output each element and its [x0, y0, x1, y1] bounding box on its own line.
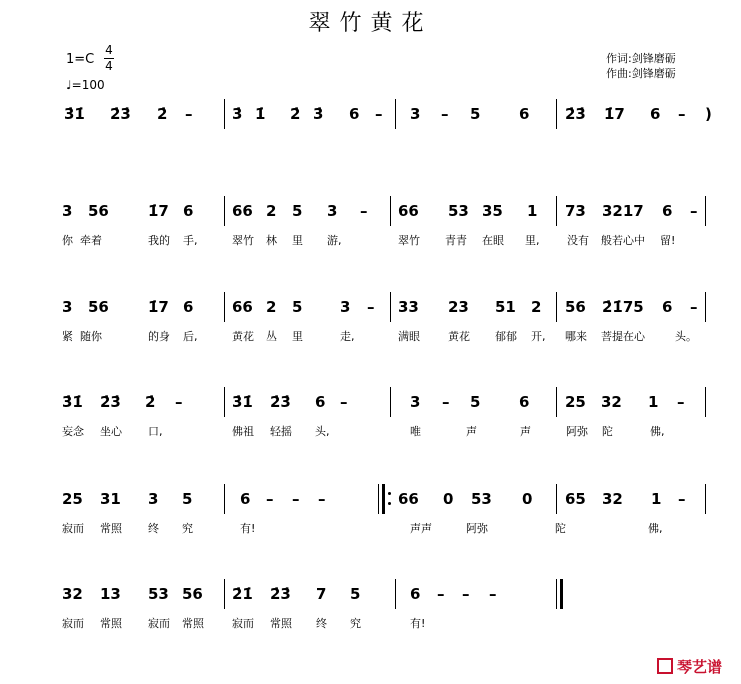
lyric: 有!	[410, 617, 426, 630]
bar-line	[556, 99, 557, 129]
note: –	[340, 393, 348, 411]
credits	[606, 51, 676, 81]
bar-line	[390, 196, 391, 226]
bar-line	[395, 579, 396, 609]
note: 5	[182, 490, 193, 508]
note: 66	[232, 202, 253, 220]
note: 56	[88, 298, 109, 316]
note: 2̇3̇	[270, 585, 291, 603]
note: –	[266, 490, 274, 508]
note: –	[175, 393, 183, 411]
note: 53	[471, 490, 492, 508]
note: –	[185, 105, 193, 123]
note: 1	[648, 393, 659, 411]
lyric: 紧	[62, 330, 73, 343]
note: )	[705, 105, 712, 123]
lyric: 黄花	[448, 330, 470, 343]
lyric: 寂而	[62, 522, 84, 535]
logo-text: 琴艺谱	[677, 658, 723, 676]
note: 6	[662, 298, 673, 316]
note: 2̇	[290, 105, 301, 123]
lyric: 后,	[183, 330, 198, 343]
score-row	[0, 202, 741, 262]
note: 23	[448, 298, 469, 316]
lyric: 般若心中	[601, 234, 645, 247]
lyric: 寂而	[148, 617, 170, 630]
bar-line	[224, 484, 225, 514]
lyric: 我的	[148, 234, 170, 247]
lyric: 陀	[555, 522, 566, 535]
lyric: 陀	[602, 425, 613, 438]
lyric: 郁郁	[495, 330, 517, 343]
lyric: 坐心	[100, 425, 122, 438]
note: 56	[565, 298, 586, 316]
note: 3̇1̇	[232, 393, 253, 411]
lyric: 声	[466, 425, 477, 438]
bar-line	[390, 292, 391, 322]
note: 3̇1̇	[62, 393, 83, 411]
bar-line	[390, 387, 391, 417]
time-denominator: 4	[105, 59, 113, 73]
tempo-marking	[66, 78, 105, 92]
note: 32	[62, 585, 83, 603]
lyric: 阿弥	[466, 522, 488, 535]
lyric: 阿弥	[566, 425, 588, 438]
note: 6	[183, 298, 194, 316]
lyric: 黄花	[232, 330, 254, 343]
note: –	[367, 298, 375, 316]
note: –	[462, 585, 470, 603]
lyric: 妄念	[62, 425, 84, 438]
bar-line	[556, 196, 557, 226]
bar-line	[705, 484, 706, 514]
note: 66	[398, 202, 419, 220]
note: 2	[266, 298, 277, 316]
note: 3	[148, 490, 159, 508]
note: 5	[292, 298, 303, 316]
note: 2̇3̇	[110, 105, 131, 123]
note: 5	[470, 105, 481, 123]
logo-icon	[657, 658, 673, 674]
lyric: 常照	[100, 617, 122, 630]
note: 1	[527, 202, 538, 220]
note: 6	[519, 393, 530, 411]
score-row	[0, 393, 741, 453]
key-signature: 1=C	[66, 52, 95, 67]
lyric: 哪来	[565, 330, 587, 343]
lyric: 寂而	[62, 617, 84, 630]
lyric: 的身	[148, 330, 170, 343]
lyric: 口,	[148, 425, 163, 438]
lyric: 开,	[531, 330, 546, 343]
lyric: 牵着	[80, 234, 102, 247]
note: 66	[398, 490, 419, 508]
note: 0	[443, 490, 454, 508]
bar-line	[556, 484, 557, 514]
note: –	[318, 490, 326, 508]
note: 3	[410, 393, 421, 411]
lyric: 常照	[270, 617, 292, 630]
note: –	[678, 490, 686, 508]
note: 13	[100, 585, 121, 603]
note: 51	[495, 298, 516, 316]
lyric: 手,	[183, 234, 198, 247]
note: 66	[232, 298, 253, 316]
bar-line	[224, 292, 225, 322]
note: –	[437, 585, 445, 603]
site-logo	[657, 656, 722, 677]
lyric: 佛,	[648, 522, 663, 535]
note: –	[489, 585, 497, 603]
lyric: 头。	[675, 330, 697, 343]
note: –	[442, 393, 450, 411]
note: 1̇7	[148, 202, 169, 220]
note: 73	[565, 202, 586, 220]
note: 3	[340, 298, 351, 316]
note: 2̇	[145, 393, 156, 411]
note: 3̇	[313, 105, 324, 123]
lyric: 青青	[445, 234, 467, 247]
lyric: 常照	[182, 617, 204, 630]
note: 7	[316, 585, 327, 603]
lyric: 在眼	[482, 234, 504, 247]
bar-line	[395, 99, 396, 129]
bar-line	[224, 579, 225, 609]
lyric: 随你	[80, 330, 102, 343]
lyric: 里,	[525, 234, 540, 247]
lyric: 有!	[240, 522, 256, 535]
bar-line	[705, 292, 706, 322]
lyric: 常照	[100, 522, 122, 535]
lyric: 你	[62, 234, 73, 247]
note: 1̇7	[604, 105, 625, 123]
bar-line	[224, 99, 225, 129]
note: 2	[266, 202, 277, 220]
note: 3	[327, 202, 338, 220]
note: 1̇	[255, 105, 266, 123]
lyric: 走,	[340, 330, 355, 343]
lyric: 菩提在心	[601, 330, 645, 343]
note: 6	[410, 585, 421, 603]
note: 3̇	[232, 105, 243, 123]
lyric: 终	[148, 522, 159, 535]
note: 0	[522, 490, 533, 508]
score-row	[0, 105, 741, 165]
note: 5	[292, 202, 303, 220]
note: –	[690, 298, 698, 316]
composer: 作曲:剑锋磨砺	[606, 67, 676, 80]
lyric: 轻摇	[270, 425, 292, 438]
note: 3	[62, 298, 73, 316]
bar-line	[556, 387, 557, 417]
song-title: 翠竹黄花	[308, 11, 433, 36]
note: –	[375, 105, 383, 123]
lyric: 翠竹	[398, 234, 420, 247]
note: –	[360, 202, 368, 220]
tempo-value: =100	[71, 78, 105, 92]
score-row	[0, 585, 741, 645]
lyric: 究	[182, 522, 193, 535]
time-numerator: 4	[105, 43, 113, 57]
note: 53	[448, 202, 469, 220]
lyric: 丛	[266, 330, 277, 343]
note: 35	[482, 202, 503, 220]
score-row	[0, 490, 741, 550]
note: 2̇3̇	[565, 105, 586, 123]
note: 2̇1̇75	[602, 298, 644, 316]
lyric: 头,	[315, 425, 330, 438]
note: 31	[100, 490, 121, 508]
lyric: 没有	[567, 234, 589, 247]
note: 6	[183, 202, 194, 220]
note: 53	[148, 585, 169, 603]
note: 2̇	[157, 105, 168, 123]
note: 6	[519, 105, 530, 123]
note: 3217	[602, 202, 644, 220]
time-signature	[104, 44, 114, 73]
lyric: 声	[520, 425, 531, 438]
note: –	[441, 105, 449, 123]
note: 5	[350, 585, 361, 603]
note: 25	[62, 490, 83, 508]
note: 2̇3̇	[270, 393, 291, 411]
lyric: 究	[350, 617, 361, 630]
lyric: 佛,	[650, 425, 665, 438]
note: 56	[88, 202, 109, 220]
note: 65	[565, 490, 586, 508]
note: 2̇3̇	[100, 393, 121, 411]
lyric: 里	[292, 234, 303, 247]
note: 2̇1̇	[232, 585, 253, 603]
note: –	[677, 393, 685, 411]
note: 1	[651, 490, 662, 508]
note: –	[678, 105, 686, 123]
lyric: 唯	[410, 425, 421, 438]
note: 6	[315, 393, 326, 411]
lyric: 游,	[327, 234, 342, 247]
bar-line	[705, 196, 706, 226]
note: 6	[650, 105, 661, 123]
bar-line	[224, 387, 225, 417]
lyric: 留!	[660, 234, 676, 247]
note: 6	[662, 202, 673, 220]
note: 6	[349, 105, 360, 123]
note: 33	[398, 298, 419, 316]
note: –	[292, 490, 300, 508]
lyricist: 作词:剑锋磨砺	[606, 52, 676, 65]
note: 3	[62, 202, 73, 220]
bar-line	[556, 292, 557, 322]
lyric: 林	[266, 234, 277, 247]
lyric: 翠竹	[232, 234, 254, 247]
note: 56	[182, 585, 203, 603]
note: 32	[602, 490, 623, 508]
lyric: 终	[316, 617, 327, 630]
quarter-note-icon: ♩	[66, 78, 72, 92]
bar-line	[705, 387, 706, 417]
bar-line	[224, 196, 225, 226]
lyric: 声声	[410, 522, 432, 535]
note: 2	[531, 298, 542, 316]
note: 3	[410, 105, 421, 123]
note: 3̇1̇	[64, 105, 85, 123]
score-row	[0, 298, 741, 358]
note: 32	[601, 393, 622, 411]
lyric: 里	[292, 330, 303, 343]
lyric: 佛祖	[232, 425, 254, 438]
note: 1̇7	[148, 298, 169, 316]
note: 5	[470, 393, 481, 411]
note: –	[690, 202, 698, 220]
lyric: 寂而	[232, 617, 254, 630]
note: 25	[565, 393, 586, 411]
note: 6	[240, 490, 251, 508]
lyric: 满眼	[398, 330, 420, 343]
